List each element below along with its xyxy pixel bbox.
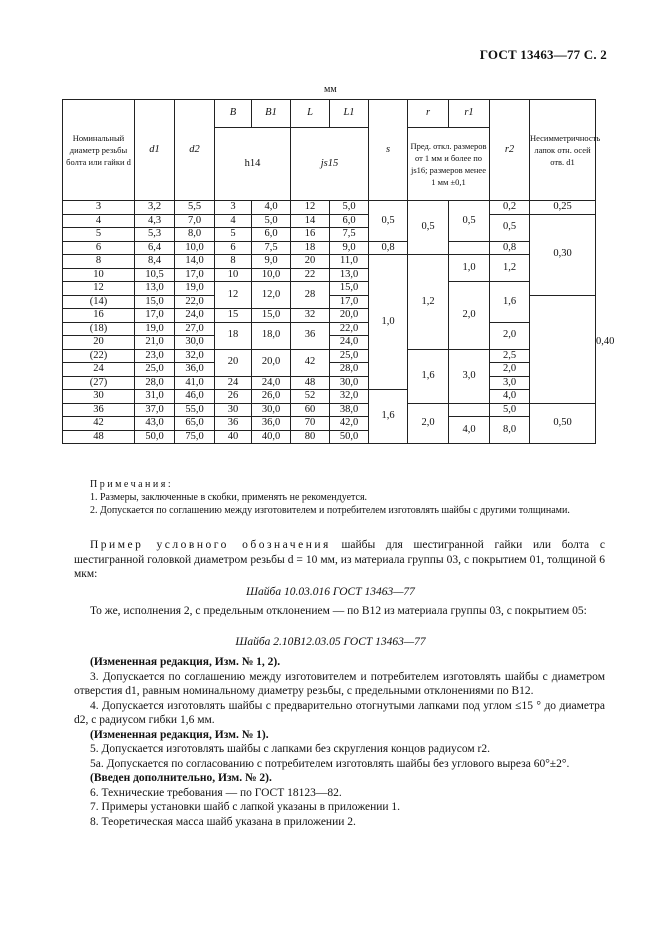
table-cell: 3 <box>63 201 135 215</box>
header-nominal: Номинальный диаметр резьбы болта или гайки d <box>63 100 135 201</box>
header-b1: B1 <box>252 100 291 128</box>
table-cell: 2,0 <box>449 282 490 350</box>
table-cell: 6,0 <box>330 214 369 228</box>
table-cell: 8,0 <box>490 417 530 444</box>
table-cell: 17,0 <box>330 295 369 309</box>
table-cell: 0,2 <box>490 201 530 215</box>
table-cell: 5,5 <box>175 201 215 215</box>
table-cell: 25,0 <box>330 349 369 363</box>
table-cell: 42,0 <box>330 417 369 431</box>
table-cell: (18) <box>63 322 135 336</box>
table-cell: 10,5 <box>135 268 175 282</box>
table-cell: 11,0 <box>330 255 369 269</box>
table-cell: 60 <box>291 403 330 417</box>
table-row <box>63 376 596 390</box>
table-cell: 12,0 <box>252 282 291 309</box>
table-cell: 28,0 <box>135 376 175 390</box>
table-cell: 3 <box>215 201 252 215</box>
table-cell: 1,6 <box>369 390 408 444</box>
table-cell: 5,0 <box>252 214 291 228</box>
unit-label: мм <box>324 84 337 95</box>
table-cell: 1,6 <box>408 349 449 403</box>
table-cell: 30,0 <box>330 376 369 390</box>
edit-note-3: (Введен дополнительно, Изм. № 2). <box>90 772 272 784</box>
table-cell: 22,0 <box>175 295 215 309</box>
table-cell: (14) <box>63 295 135 309</box>
table-cell: 12 <box>291 201 330 215</box>
table-cell: 15 <box>215 309 252 323</box>
table-cell: 36,0 <box>252 417 291 431</box>
table-cell: 4,3 <box>135 214 175 228</box>
table-cell: 18,0 <box>252 322 291 349</box>
page-header: ГОСТ 13463—77 С. 2 <box>479 47 607 62</box>
table-cell: 36 <box>291 322 330 349</box>
table-cell: 75,0 <box>175 430 215 444</box>
table-cell: 16 <box>291 228 330 242</box>
table-cell: 1,6 <box>490 282 530 323</box>
table-cell: 20 <box>215 349 252 376</box>
table-cell: 16 <box>63 309 135 323</box>
table-cell: 15,0 <box>252 309 291 323</box>
table-cell: 43,0 <box>135 417 175 431</box>
table-row <box>63 241 596 255</box>
paragraph-7: 7. Примеры установки шайб с лапкой указаны в приложении 1. <box>90 801 401 813</box>
table-cell: 48 <box>291 376 330 390</box>
table-cell: 19,0 <box>135 322 175 336</box>
table-cell: 4,0 <box>449 417 490 444</box>
table-cell: (27) <box>63 376 135 390</box>
table-cell: 36,0 <box>175 363 215 377</box>
table-cell: 55,0 <box>175 403 215 417</box>
table-cell: 42 <box>291 349 330 376</box>
table-cell: 18 <box>215 322 252 349</box>
table-cell: 15,0 <box>330 282 369 296</box>
table-cell: 10 <box>215 268 252 282</box>
table-cell: 31,0 <box>135 390 175 404</box>
table-cell: 10 <box>63 268 135 282</box>
table-cell: 10,0 <box>252 268 291 282</box>
table-cell: 24,0 <box>330 336 369 350</box>
table-cell <box>449 241 490 255</box>
table-row <box>63 417 596 431</box>
table-cell: 19,0 <box>175 282 215 296</box>
table-cell: 65,0 <box>175 417 215 431</box>
table-notes <box>90 478 605 517</box>
table-cell: 1,0 <box>449 255 490 282</box>
table-cell: 8,4 <box>135 255 175 269</box>
table-cell: 18 <box>291 241 330 255</box>
paragraph-3: 3. Допускается по соглашению между изготовителем и потребителем изготовлять шайбы с диаметром отверстия d1, равным номинальному диаметру резьбы, с предельными отклонениями по В12. <box>74 670 605 697</box>
paragraph-8: 8. Теоретическая масса шайб указана в приложении 2. <box>90 815 356 828</box>
paragraphs-block <box>74 655 605 829</box>
designation-2: Шайба 2.10В12.03.05 ГОСТ 13463—77 <box>235 636 426 648</box>
table-cell: 40 <box>215 430 252 444</box>
table-cell: 13,0 <box>330 268 369 282</box>
table-cell: 8,0 <box>175 228 215 242</box>
table-cell: 1,2 <box>490 255 530 282</box>
table-cell: 0,30 <box>530 214 596 295</box>
paragraph-6: 6. Технические требования — по ГОСТ 18123—82. <box>90 786 342 799</box>
table-cell: 52 <box>291 390 330 404</box>
table-cell: 20 <box>291 255 330 269</box>
table-cell: 12 <box>215 282 252 309</box>
table-cell: 30,0 <box>175 336 215 350</box>
table-cell: 10,0 <box>175 241 215 255</box>
table-cell: 2,0 <box>490 363 530 377</box>
designation-1: Шайба 10.03.016 ГОСТ 13463—77 <box>246 586 415 598</box>
table-cell: 0,8 <box>490 241 530 255</box>
table-cell: 8 <box>63 255 135 269</box>
notes-title: Примечания: <box>90 479 174 490</box>
table-cell: 22,0 <box>330 322 369 336</box>
table-cell: 17,0 <box>135 309 175 323</box>
table-cell: 37,0 <box>135 403 175 417</box>
table-row <box>63 201 596 215</box>
table-cell: 21,0 <box>135 336 175 350</box>
table-cell: 9,0 <box>330 241 369 255</box>
table-cell: 28 <box>291 282 330 309</box>
note-1: 1. Размеры, заключенные в скобки, применять не рекомендуется. <box>90 492 368 503</box>
table-cell: 30 <box>63 390 135 404</box>
note-2: 2. Допускается по соглашению между изготовителем и потребителем изготовлять шайбы с другими толщинами. <box>90 505 570 516</box>
table-cell: 5,3 <box>135 228 175 242</box>
table-cell: 12 <box>63 282 135 296</box>
table-cell: 40,0 <box>252 430 291 444</box>
table-cell: 24 <box>63 363 135 377</box>
table-cell: 70 <box>291 417 330 431</box>
table-row <box>63 214 596 228</box>
table-cell: 42 <box>63 417 135 431</box>
edit-note-1: (Измененная редакция, Изм. № 1, 2). <box>90 656 281 668</box>
table-cell: 2,0 <box>408 403 449 444</box>
header-r: r <box>408 100 449 128</box>
table-cell: 24,0 <box>252 376 291 390</box>
header-r2: r2 <box>490 100 530 201</box>
table-cell <box>449 403 490 417</box>
table-cell: 24 <box>215 376 252 390</box>
table-cell: 5 <box>63 228 135 242</box>
table-cell: 22 <box>291 268 330 282</box>
table-row <box>63 363 596 377</box>
table-cell: 13,0 <box>135 282 175 296</box>
paragraph-5: 5. Допускается изготовлять шайбы с лапками без скругления концов радиусом r2. <box>90 743 490 755</box>
table-cell: 30,0 <box>252 403 291 417</box>
table-cell: 2,5 <box>490 349 530 363</box>
table-cell: 14 <box>291 214 330 228</box>
header-tol-r: Пред. откл. размеров от 1 мм и более по js16; размеров менее 1 мм ±0,1 <box>408 128 490 201</box>
table-cell: 50,0 <box>135 430 175 444</box>
table-cell: 41,0 <box>175 376 215 390</box>
table-cell: 7,5 <box>330 228 369 242</box>
table-cell: 6 <box>215 241 252 255</box>
table-cell: 32,0 <box>330 390 369 404</box>
example-text-2-block <box>74 604 605 619</box>
header-l1: L1 <box>330 100 369 128</box>
table-cell: 5,0 <box>490 403 530 417</box>
table-cell: 38,0 <box>330 403 369 417</box>
table-cell: 8 <box>215 255 252 269</box>
table-cell: 27,0 <box>175 322 215 336</box>
table-cell: 0,8 <box>369 241 408 255</box>
table-cell: 28,0 <box>330 363 369 377</box>
table-cell: 3,0 <box>449 349 490 403</box>
table-cell: 23,0 <box>135 349 175 363</box>
table-cell: 46,0 <box>175 390 215 404</box>
table-cell: 26,0 <box>252 390 291 404</box>
table-row <box>63 255 596 269</box>
table-cell: 6,4 <box>135 241 175 255</box>
header-d1: d1 <box>135 100 175 201</box>
table-row <box>63 403 596 417</box>
table-cell: 24,0 <box>175 309 215 323</box>
table-cell: 4 <box>63 214 135 228</box>
table-cell: 25,0 <box>135 363 175 377</box>
example-paragraph <box>74 538 605 582</box>
table-row <box>63 322 596 336</box>
table-cell: 5,0 <box>330 201 369 215</box>
dimensions-table <box>62 99 615 444</box>
header-d2: d2 <box>175 100 215 201</box>
table-cell: 3,2 <box>135 201 175 215</box>
table-cell: 4 <box>215 214 252 228</box>
table-cell: 1,2 <box>408 255 449 350</box>
table-cell: 36 <box>63 403 135 417</box>
table-cell: 7,5 <box>252 241 291 255</box>
table-cell: 32 <box>291 309 330 323</box>
table-cell: 6,0 <box>252 228 291 242</box>
edit-note-2: (Измененная редакция, Изм. № 1). <box>90 728 269 741</box>
table-cell: 14,0 <box>175 255 215 269</box>
table-cell: 4,0 <box>490 390 530 404</box>
table-cell: 20,0 <box>330 309 369 323</box>
table-cell: 4,0 <box>252 201 291 215</box>
table-cell: 20,0 <box>252 349 291 376</box>
header-asym: Несимметричность лапок отн. осей отв. d1 <box>530 100 596 201</box>
example-text-2: То же, исполнения 2, с предельным отклонением — по В12 из материала группы 03, с покрытием 05: <box>90 605 587 617</box>
table-cell: (22) <box>63 349 135 363</box>
table-row <box>63 390 596 404</box>
table-cell: 0,5 <box>490 214 530 241</box>
paragraph-5a: 5а. Допускается по согласованию с потребителем изготовлять шайбы без углового выреза 60°±2°. <box>90 757 570 770</box>
table-cell: 9,0 <box>252 255 291 269</box>
table-cell: 7,0 <box>175 214 215 228</box>
table-cell: 6 <box>63 241 135 255</box>
table-cell: 48 <box>63 430 135 444</box>
paragraph-4: 4. Допускается изготовлять шайбы с предварительно отогнутыми лапками под углом ≤15 ° до диаметра d2, с радиусом гибки 1,6 мм. <box>74 699 605 726</box>
header-tol-js15: js15 <box>291 128 369 201</box>
table-cell: 5 <box>215 228 252 242</box>
example-text: шайбы для шестигранной гайки или болта с шестигранной головкой диаметром резьбы d = 10 мм, из материала группы 03, с покрытием 01, толщиной 6 мкм: <box>74 539 605 580</box>
table-cell: 3,0 <box>490 376 530 390</box>
table-cell: 0,25 <box>530 201 596 215</box>
example-lead: Пример условного обозначения <box>90 539 331 551</box>
header-b: B <box>215 100 252 128</box>
table-cell: 32,0 <box>175 349 215 363</box>
table-cell: 1,0 <box>369 255 408 390</box>
header-tol-h14: h14 <box>215 128 291 201</box>
table-row: 12 13,0 19,0 12 12,0 28 15,0 2,0 1,6 0,40 <box>63 282 596 296</box>
table-cell: 0,50 <box>530 403 596 444</box>
table-cell: 30 <box>215 403 252 417</box>
table-cell: 15,0 <box>135 295 175 309</box>
header-s: s <box>369 100 408 201</box>
table-cell: 50,0 <box>330 430 369 444</box>
header-r1: r1 <box>449 100 490 128</box>
table-row <box>63 349 596 363</box>
header-l: L <box>291 100 330 128</box>
table-cell: 26 <box>215 390 252 404</box>
table-cell: 0,5 <box>449 201 490 242</box>
table-cell: 0,5 <box>369 201 408 242</box>
table-cell: 0,5 <box>408 201 449 255</box>
table-cell: 80 <box>291 430 330 444</box>
table-cell: 36 <box>215 417 252 431</box>
table-cell: 17,0 <box>175 268 215 282</box>
table-cell: 20 <box>63 336 135 350</box>
table-cell: 2,0 <box>490 322 530 349</box>
